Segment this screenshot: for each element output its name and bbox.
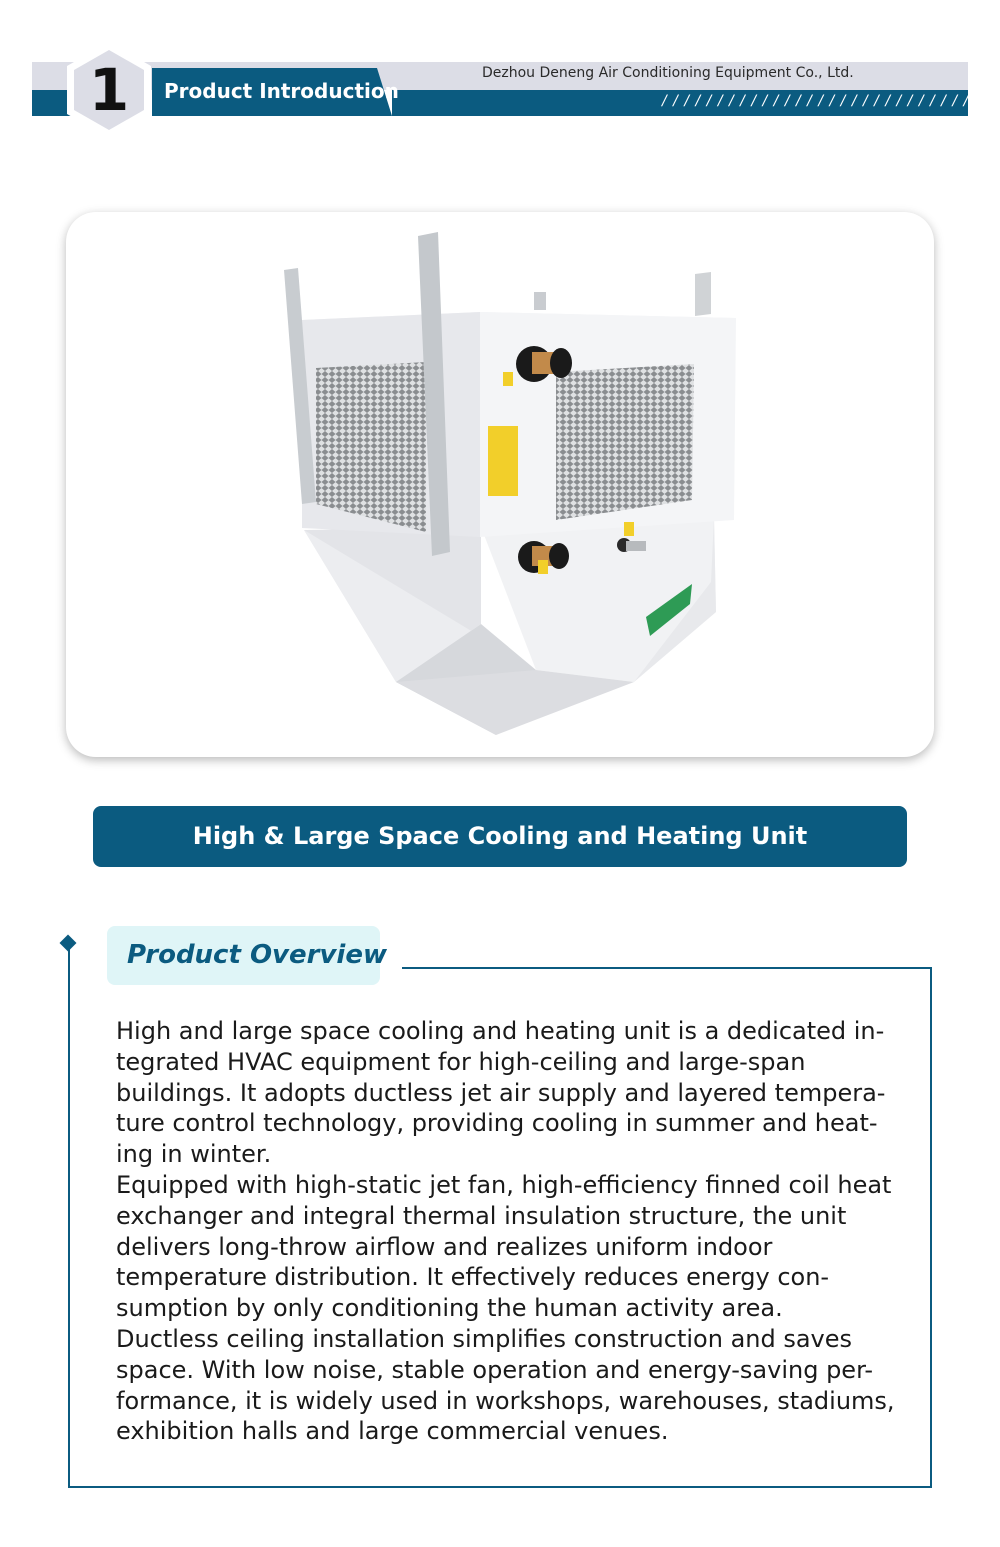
page-title: Product Introduction <box>164 79 399 103</box>
frame-bottom-line <box>68 1486 932 1488</box>
mounting-rail-right <box>695 272 711 316</box>
overview-paragraph: Equipped with high-static jet fan, high-efficiency finned coil heat exchanger and integral thermal insulation structure, the unit delivers long-throw airflow and realizes uniform indoor temperature distribution. It effectively reduces energy con-sumption by only conditioning the human activity area. <box>116 1170 892 1323</box>
overview-body <box>116 1016 896 1447</box>
overview-paragraph: Ductless ceiling installation simplifies construction and saves space. With low noise, stable operation and energy-saving per-formance, it is widely used in workshops, warehouses, stadiums, exhibition halls and large commercial venues. <box>116 1324 895 1446</box>
product-name-banner: High & Large Space Cooling and Heating Unit <box>93 806 907 867</box>
company-name: Dezhou Deneng Air Conditioning Equipment Co., Ltd. <box>482 65 854 81</box>
frame-right-line <box>930 967 932 1488</box>
frame-top-line <box>402 967 932 969</box>
decorative-slashes: / / / / / / / / / / / / / / / / / / / / / / / / / / / / <box>662 93 970 109</box>
section-number: 1 <box>88 56 130 124</box>
overview-paragraph: High and large space cooling and heating unit is a dedicated in-tegrated HVAC equipment for high-ceiling and large-span buildings. It adopts ductless jet air supply and layered tempera-ture control technology, providing cooling in summer and heat-ing in winter. <box>116 1017 886 1169</box>
left-mesh-grille <box>316 362 426 532</box>
front-mesh-grille <box>556 364 694 520</box>
warning-label-icon <box>488 426 518 496</box>
overview-heading: Product Overview <box>127 940 387 970</box>
frame-left-line <box>68 946 70 1487</box>
product-image-card <box>66 212 934 757</box>
hvac-unit-illustration <box>66 212 934 757</box>
